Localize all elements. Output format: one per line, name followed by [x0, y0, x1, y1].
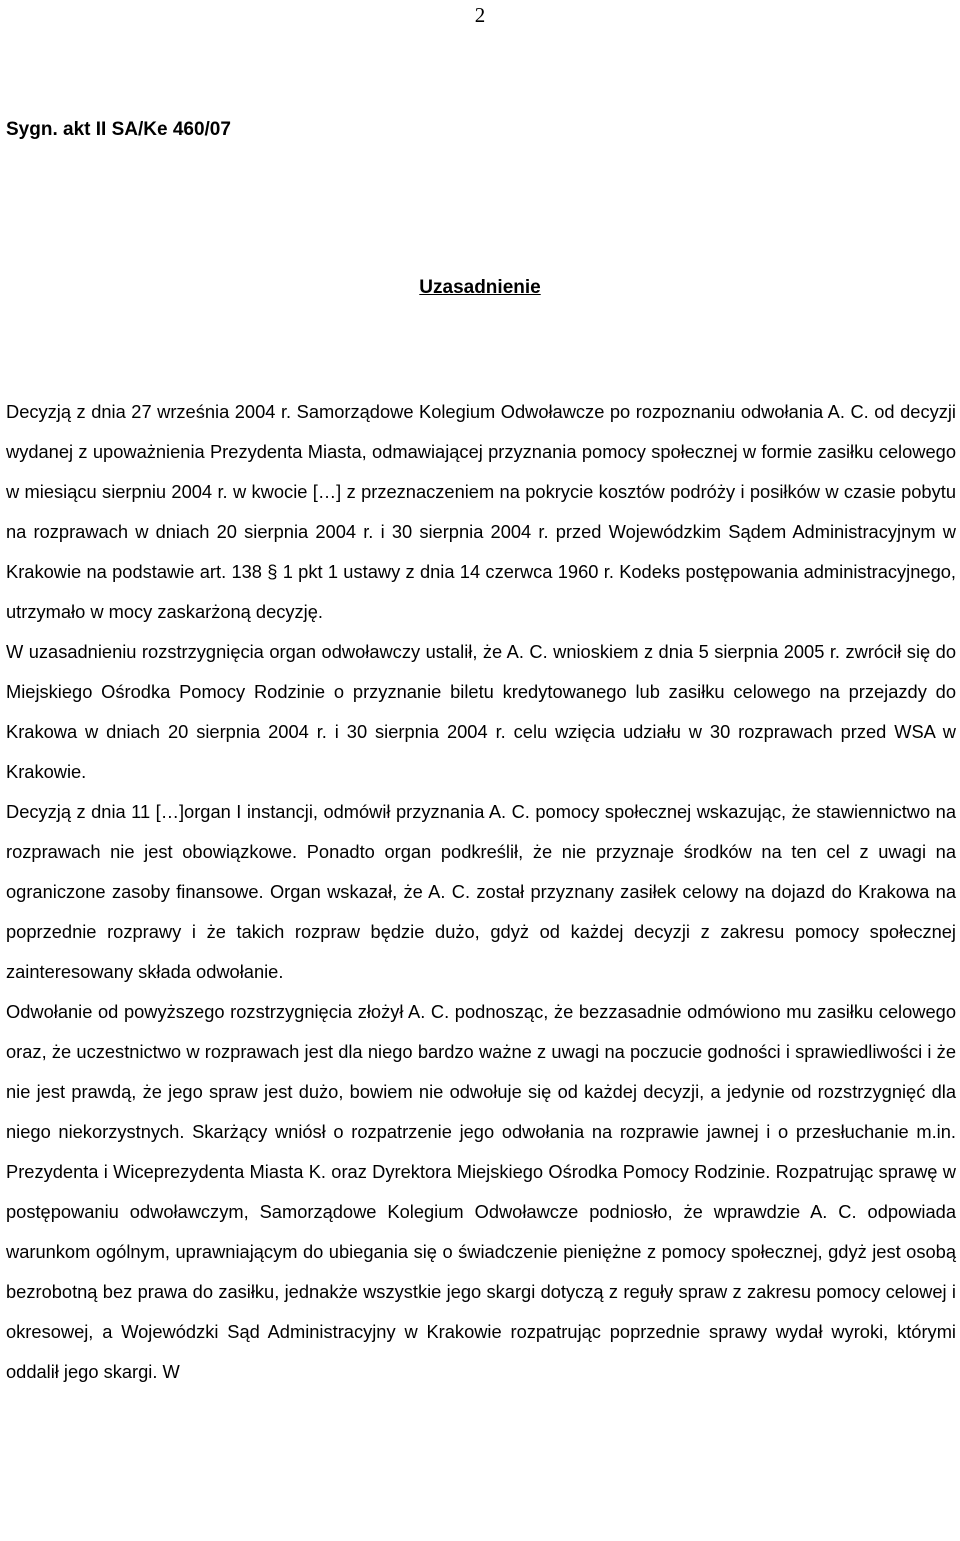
case-signature: Sygn. akt II SA/Ke 460/07 — [6, 119, 231, 140]
paragraph: W uzasadnieniu rozstrzygnięcia organ odwoławczy ustalił, że A. C. wnioskiem z dnia 5 sierpnia 2005 r. zwrócił się do Miejskiego Ośrodka Pomocy Rodzinie o przyznanie biletu kredytowanego lub zasiłku celowego na przejazdy do Krakowa w dniach 20 sierpnia 2004 r. i 30 sierpnia 2004 r. celu wzięcia udziału w 30 rozprawach przed WSA w Krakowie. — [6, 641, 956, 782]
document-body — [6, 392, 956, 1392]
paragraph: Decyzją z dnia 27 września 2004 r. Samorządowe Kolegium Odwoławcze po rozpoznaniu odwołania A. C. od decyzji wydanej z upoważnienia Prezydenta Miasta, odmawiającej przyznania pomocy społecznej w formie zasiłku celowego w miesiącu sierpniu 2004 r. w kwocie […] z przeznaczeniem na pokrycie kosztów podróży i posiłków w czasie pobytu na rozprawach w dniach 20 sierpnia 2004 r. i 30 sierpnia 2004 r. przed Wojewódzkim Sądem Administracyjnym w Krakowie na podstawie art. 138 § 1 pkt 1 ustawy z dnia 14 czerwca 1960 r. Kodeks postępowania administracyjnego, utrzymało w mocy zaskarżoną decyzję. — [6, 401, 956, 622]
page-number: 2 — [474, 3, 486, 27]
paragraph: Decyzją z dnia 11 […]organ I instancji, odmówił przyznania A. C. pomocy społecznej wskazując, że stawiennictwo na rozprawach nie jest obowiązkowe. Ponadto organ podkreślił, że nie przyznaje środków na ten cel z uwagi na ograniczone zasoby finansowe. Organ wskazał, że A. C. został przyznany zasiłek celowy na dojazd do Krakowa na poprzednie rozprawy i że takich rozpraw będzie dużo, gdyż od każdej decyzji z zakresu pomocy społecznej zainteresowany składa odwołanie. — [6, 801, 956, 982]
section-heading: Uzasadnienie — [419, 277, 541, 298]
paragraph: Odwołanie od powyższego rozstrzygnięcia złożył A. C. podnosząc, że bezzasadnie odmówiono mu zasiłku celowego oraz, że uczestnictwo w rozprawach jest dla niego bardzo ważne z uwagi na poczucie godności i sprawiedliwości i że nie jest prawdą, że jego spraw jest dużo, bowiem nie odwołuje się od każdej decyzji, a jedynie od rozstrzygnięć dla niego niekorzystnych. Skarżący wniósł o rozpatrzenie jego odwołania na rozprawie jawnej i o przesłuchanie m.in. Prezydenta i Wiceprezydenta Miasta K. oraz Dyrektora Miejskiego Ośrodka Pomocy Rodzinie. Rozpatrując sprawę w postępowaniu odwoławczym, Samorządowe Kolegium Odwoławcze podniosło, że wprawdzie A. C. odpowiada warunkom ogólnym, uprawniającym do ubiegania się o świadczenie pieniężne z pomocy społecznej, gdyż jest osobą bezrobotną bez prawa do zasiłku, jednakże wszystkie jego skargi dotyczą z reguły spraw z zakresu pomocy celowej i okresowej, a Wojewódzki Sąd Administracyjny w Krakowie rozpatrując poprzednie sprawy wydał wyroki, którymi oddalił jego skargi. W — [6, 1001, 956, 1382]
